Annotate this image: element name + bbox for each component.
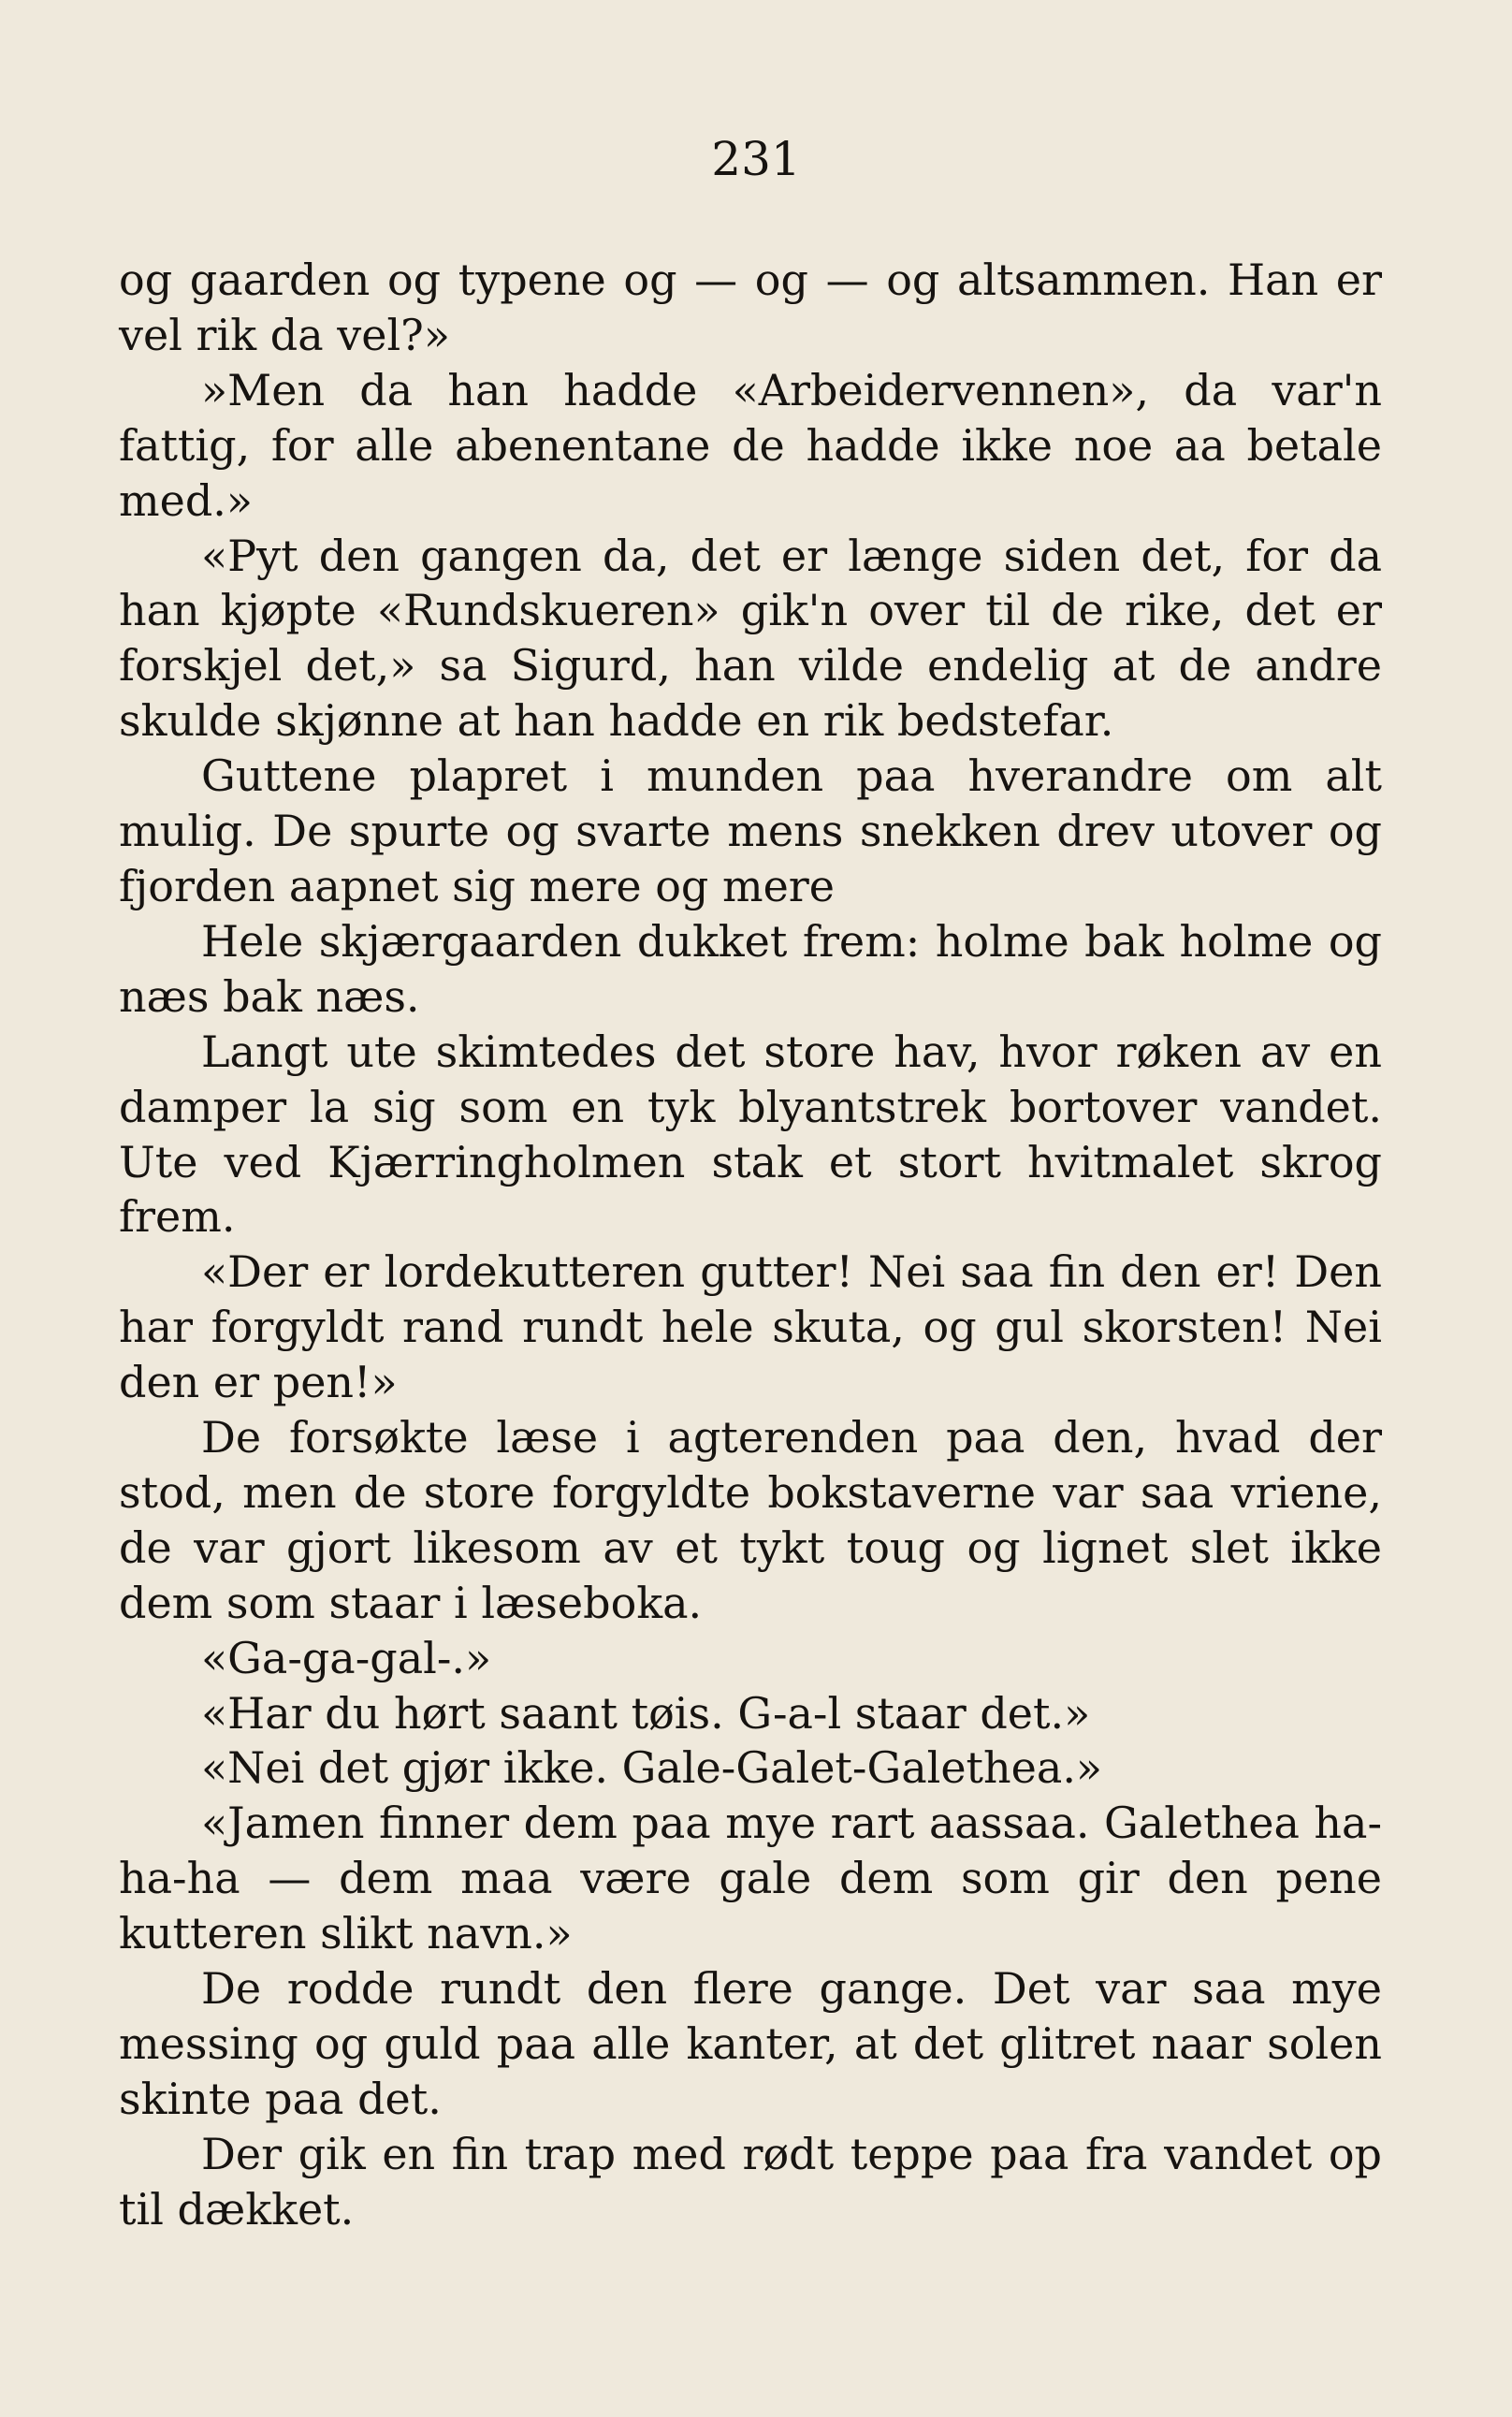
paragraph: «Der er lordekutteren gutter! Nei saa fin den er! Den har forgyldt rand rundt hele skuta, og gul skorsten! Nei den er pen!» (119, 1246, 1382, 1408)
paragraph: »Men da han hadde «Arbeidervennen», da var'n fattig, for alle abenentane de hadde ikke noe aa betale med.» (119, 364, 1382, 526)
paragraph: «Nei det gjør ikke. Gale-Galet-Galethea.» (201, 1742, 1103, 1794)
body-text (119, 253, 1382, 2237)
paragraph: «Ga-ga-gal-.» (201, 1632, 492, 1683)
paragraph: og gaarden og typene og — og — og altsammen. Han er vel rik da vel?» (119, 255, 1382, 360)
paragraph: «Har du hørt saant tøis. G-a-l staar det.» (201, 1687, 1091, 1739)
paragraph: Langt ute skimtedes det store hav, hvor røken av en damper la sig som en tyk blyantstrek bortover vandet. Ute ved Kjærringholmen stak et stort hvitmalet skrog frem. (119, 1026, 1382, 1243)
page-number: 231 (711, 132, 801, 186)
paragraph: De rodde rundt den flere gange. Det var saa mye messing og guld paa alle kanter, at det glitret naar solen skinte paa det. (119, 1963, 1382, 2124)
paragraph: «Jamen finner dem paa mye rart aassaa. Galethea ha-ha-ha — dem maa være gale dem som gir den pene kutteren slikt navn.» (119, 1798, 1382, 1959)
paragraph: De forsøkte læse i agterenden paa den, hvad der stod, men de store forgyldte bokstaverne var saa vriene, de var gjort likesom av et tykt toug og lignet slet ikke dem som staar i læseboka. (119, 1412, 1382, 1628)
paragraph: Hele skjærgaarden dukket frem: holme bak holme og næs bak næs. (119, 915, 1382, 1022)
paragraph: Der gik en fin trap med rødt teppe paa fra vandet op til dækket. (119, 2128, 1382, 2235)
paragraph: Guttene plapret i munden paa hverandre om alt mulig. De spurte og svarte mens snekken drev utover og fjorden aapnet sig mere og mere (119, 750, 1382, 911)
paragraph: «Pyt den gangen da, det er længe siden det, for da han kjøpte «Rundskueren» gik'n over til de rike, det er forskjel det,» sa Sigurd, han vilde endelig at de andre skulde skjønne at han hadde en rik bedstefar. (119, 530, 1382, 747)
